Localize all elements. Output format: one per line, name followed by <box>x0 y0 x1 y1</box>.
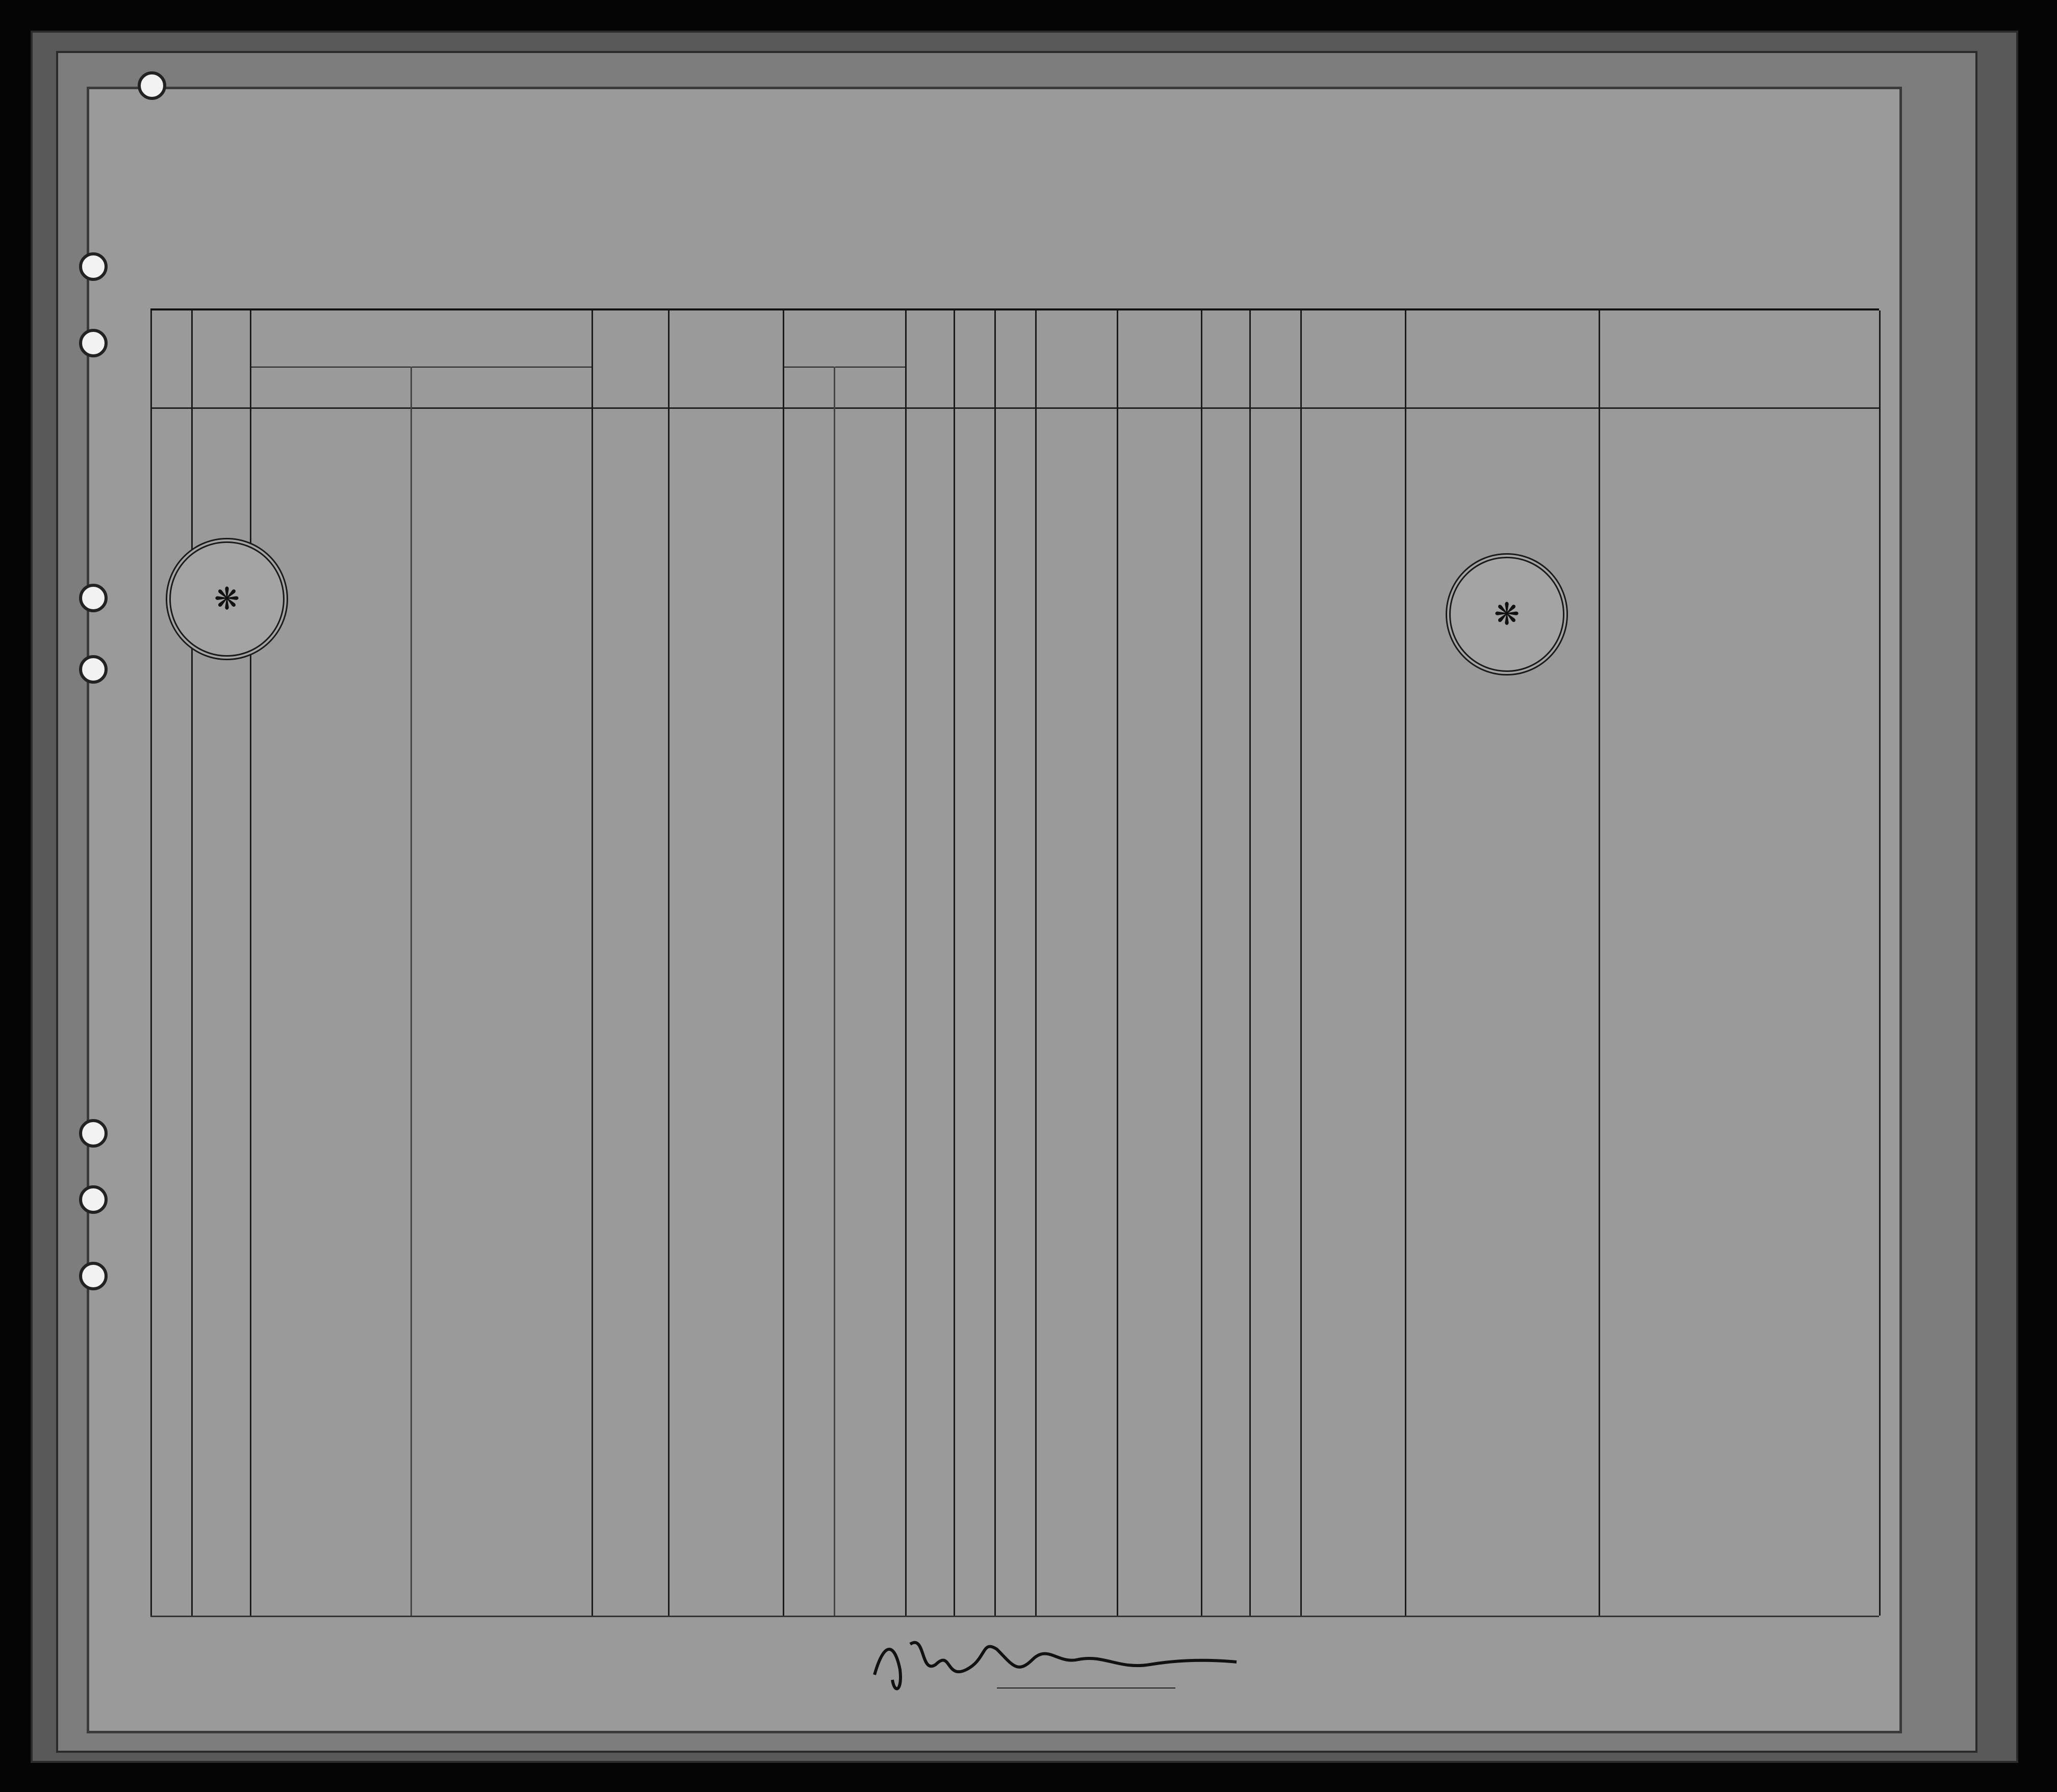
eagle-icon: ❋ <box>214 582 240 616</box>
punch-hole <box>79 1262 108 1290</box>
punch-hole <box>79 655 108 684</box>
punch-hole <box>79 1119 108 1148</box>
manifest-page <box>87 87 1902 1733</box>
punch-hole <box>79 329 108 357</box>
table-rows <box>150 407 1879 1616</box>
punch-hole <box>138 71 166 100</box>
punch-hole <box>79 252 108 281</box>
crew-table <box>150 308 1879 1617</box>
inspector-signature <box>864 1629 1247 1700</box>
sheet-number <box>1716 158 1721 175</box>
inspector-label <box>997 1687 1175 1690</box>
column-rule <box>1879 310 1881 1616</box>
vessel-line <box>89 273 1905 298</box>
footer <box>89 1619 1905 1731</box>
consulate-seal-left <box>166 538 288 660</box>
punch-hole <box>79 584 108 612</box>
consulate-seal-right <box>1446 553 1568 676</box>
punch-hole <box>79 1185 108 1214</box>
eagle-icon: ❋ <box>1494 597 1520 631</box>
